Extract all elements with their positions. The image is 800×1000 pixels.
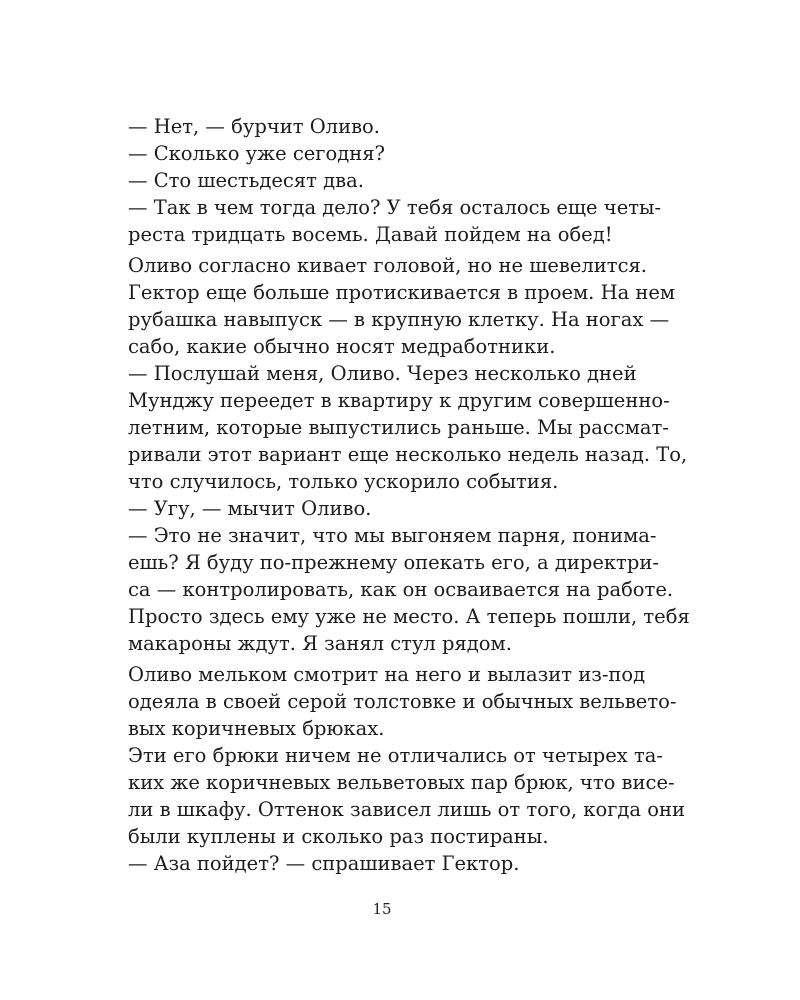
text-line: — Сто шестьдесят два. — [128, 169, 364, 192]
text-line: макароны ждут. Я занял стул рядом. — [128, 632, 512, 655]
text-line: Просто здесь ему уже не место. А теперь пошли, тебя — [128, 605, 690, 628]
text-line: Оливо согласно кивает головой, но не шевелится. — [128, 254, 647, 277]
text-line: — Послушай меня, Оливо. Через несколько дней — [128, 362, 637, 385]
text-line: вых коричневых брюках. — [128, 717, 385, 740]
text-line: Гектор еще больше протискивается в проем. На нем — [128, 281, 676, 304]
text-line: Оливо мельком смотрит на него и вылазит из-под — [128, 663, 646, 686]
text-line: — Так в чем тогда дело? У тебя осталось еще четы- — [128, 196, 662, 219]
page-number: 15 — [372, 900, 392, 918]
text-line: летним, которые выпустились раньше. Мы рассмат- — [128, 416, 669, 439]
text-line: реста тридцать восемь. Давай пойдем на обед! — [128, 223, 613, 246]
text-line: ривали этот вариант еще несколько недель назад. То, — [128, 443, 688, 466]
text-line: одеяла в своей серой толстовке и обычных вельвето- — [128, 690, 677, 713]
text-line: Мунджу переедет в квартиру к другим совершенно- — [128, 389, 670, 412]
text-line: са — контролировать, как он осваивается на работе. — [128, 578, 674, 601]
text-line: ких же коричневых вельветовых пар брюк, что висе- — [128, 771, 675, 794]
text-line: — Угу, — мычит Оливо. — [128, 497, 372, 520]
text-line: Эти его брюки ничем не отличались от четырех та- — [128, 744, 663, 767]
text-line: — Аза пойдет? — спрашивает Гектор. — [128, 852, 520, 875]
text-line: были куплены и сколько раз постираны. — [128, 825, 549, 848]
text-line: — Сколько уже сегодня? — [128, 142, 386, 165]
text-line: ли в шкафу. Оттенок зависел лишь от того, когда они — [128, 798, 685, 821]
text-line: ешь? Я буду по-прежнему опекать его, а директри- — [128, 551, 659, 574]
text-line: — Это не значит, что мы выгоняем парня, понима- — [128, 524, 657, 547]
text-line: — Нет, — бурчит Оливо. — [128, 115, 380, 138]
text-line: сабо, какие обычно носят медработники. — [128, 335, 556, 358]
text-line: рубашка навыпуск — в крупную клетку. На ногах — — [128, 308, 670, 331]
text-line: что случилось, только ускорило события. — [128, 470, 559, 493]
